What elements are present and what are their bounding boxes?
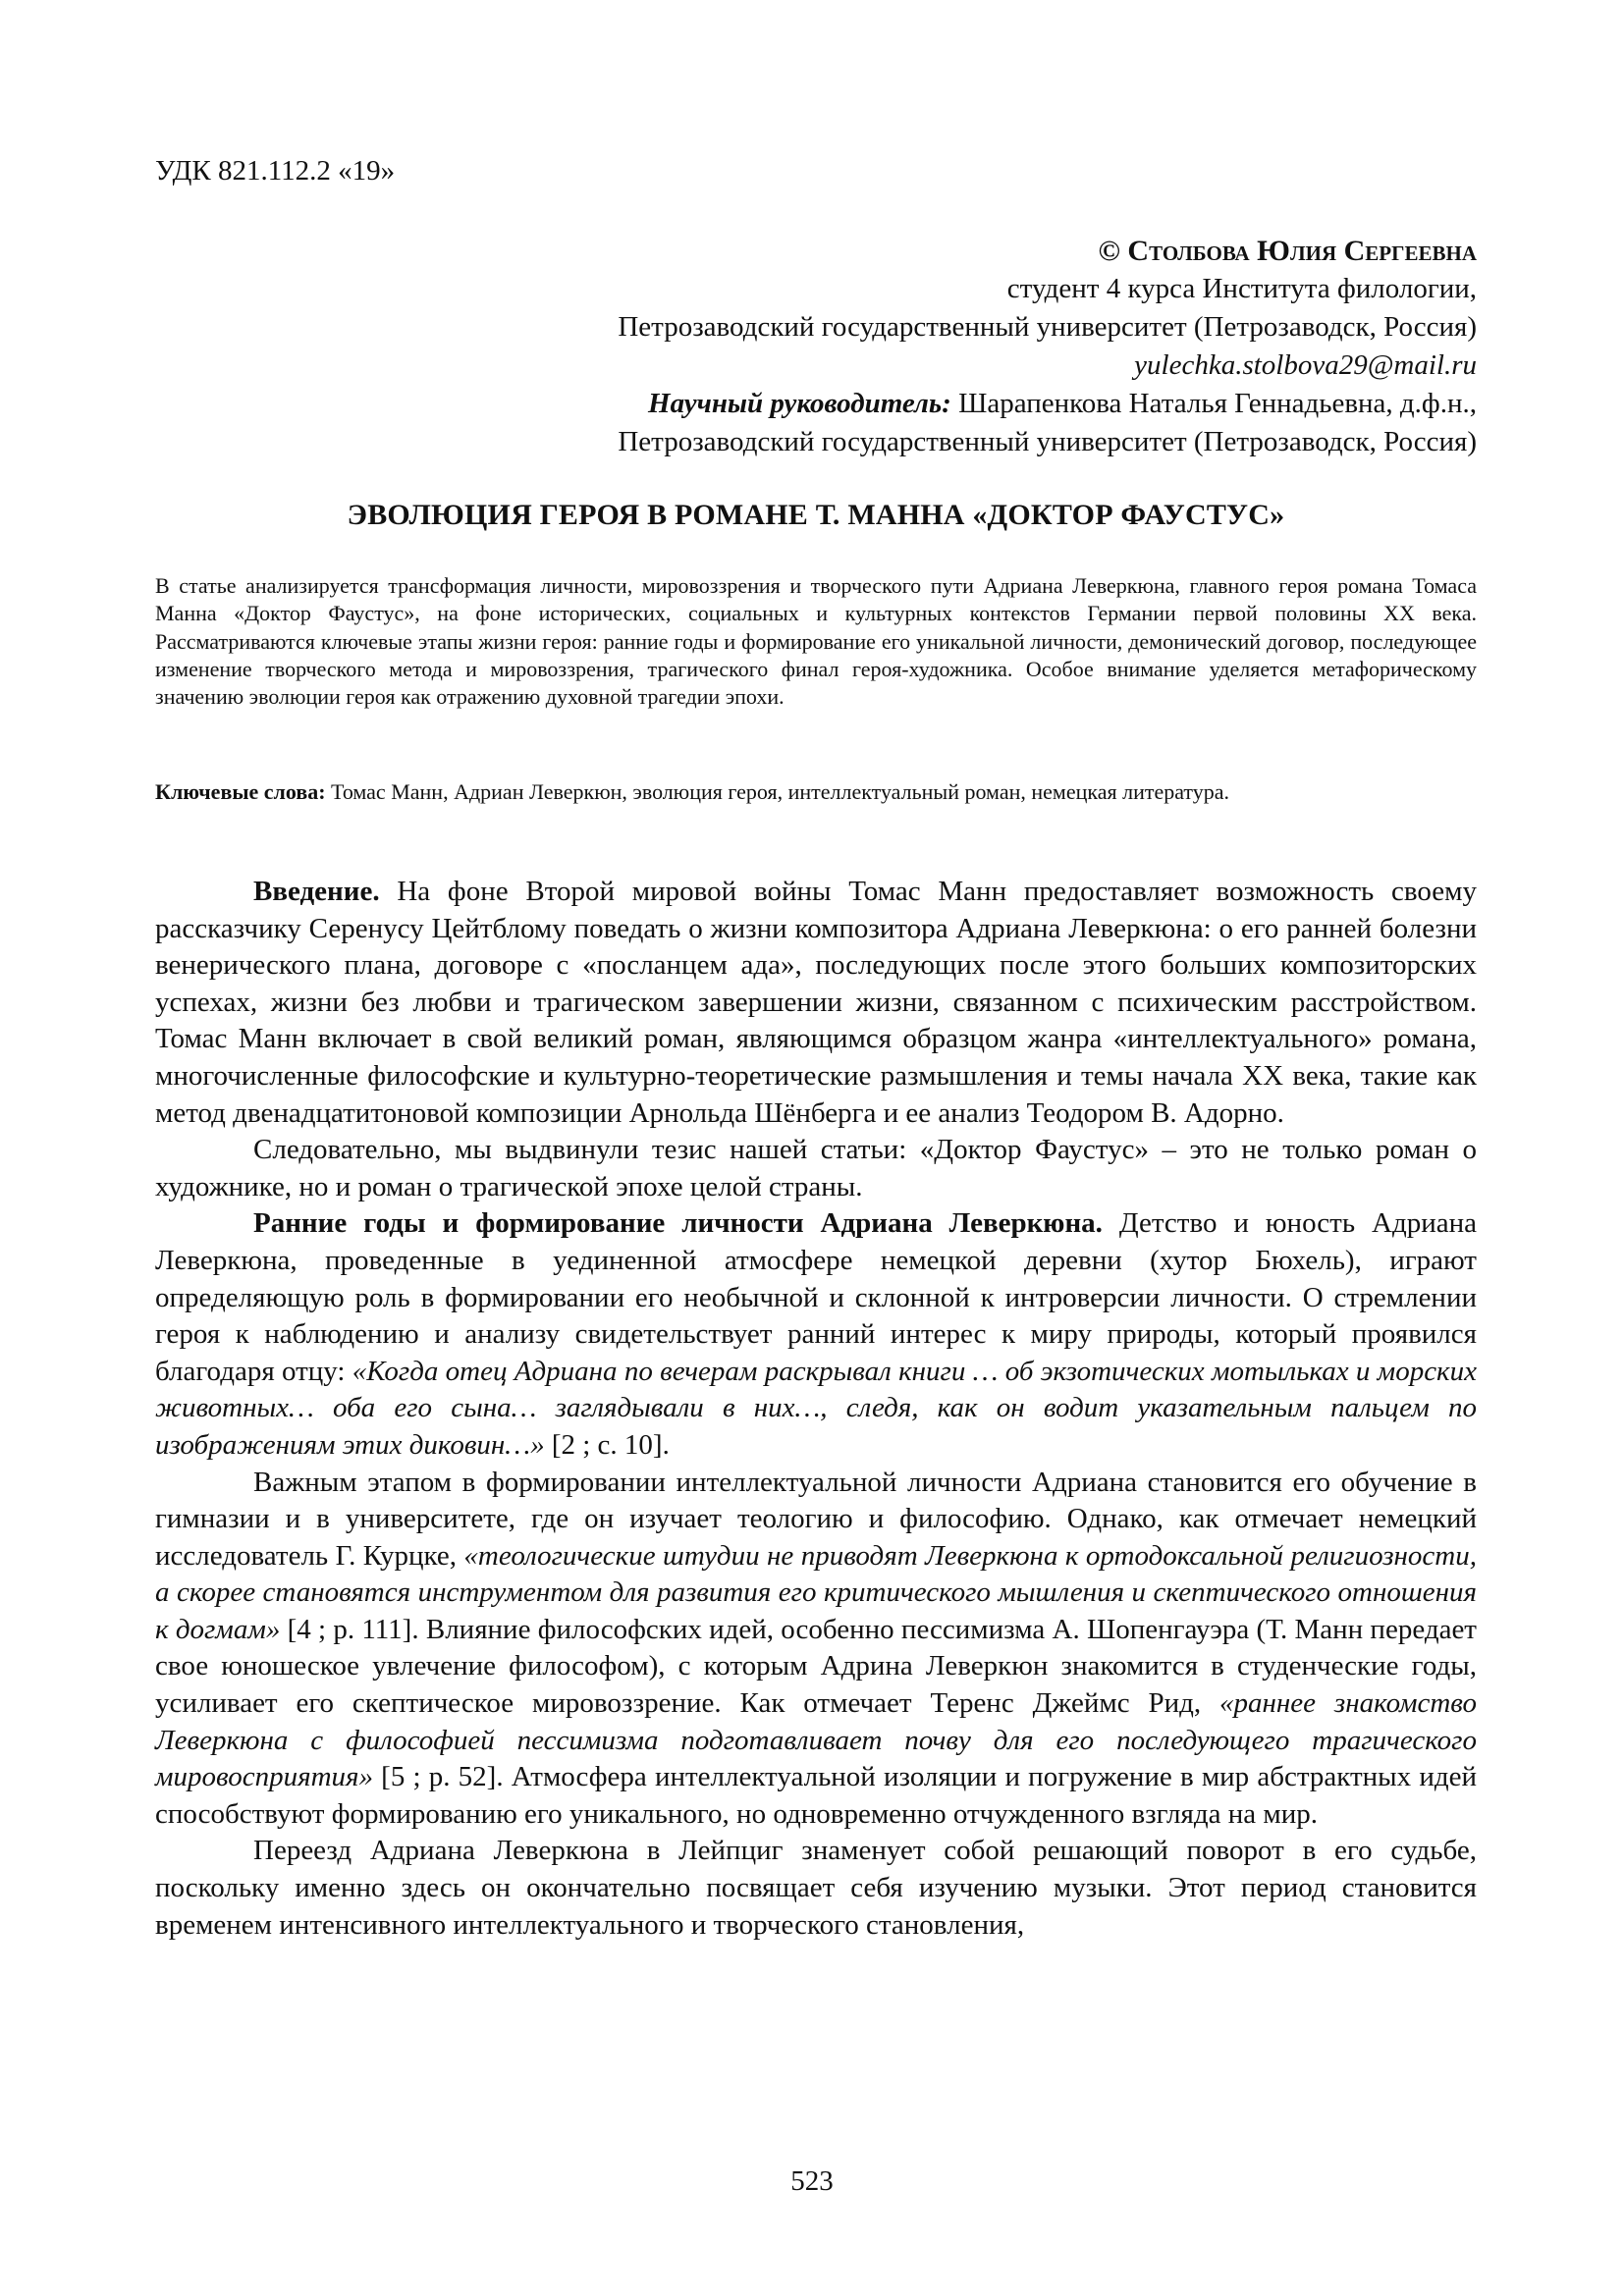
advisor-label: Научный руководитель:	[648, 388, 951, 419]
paragraph-introduction	[155, 874, 1477, 1132]
paragraph-text: Переезд Адриана Леверкюна в Лейпциг знаменует собой решающий поворот в его судьбе, поскольку именно здесь он окончательно посвящает себя изучению музыки. Этот период становится временем интенсивного интеллектуального и творческого становления,	[155, 1835, 1477, 1941]
author-position: студент 4 курса Института филологии,	[1006, 273, 1477, 304]
paragraph-text: Важным этапом в формировании интеллектуальной личности Адриана становится его обучение в гимназии и в университете, где он изучает теологию и философию. Однако, как отмечает немецкий исследователь Г. Курцке,	[155, 1466, 1477, 1572]
quotation: «раннее знакомство Леверкюна с философией пессимизма подготавливает почву для его последующего трагического мировосприятия»	[155, 1687, 1477, 1793]
quotation: «теологические штудии не приводят Леверкюна к ортодоксальной религиозности, а скорее становятся инструментом для развития его критического мышления и скептического отношения к догмам»	[155, 1539, 1477, 1645]
author-email: yulechka.stolbova29@mail.ru	[1134, 349, 1477, 381]
article-title: ЭВОЛЮЦИЯ ГЕРОЯ В РОМАНЕ Т. МАННА «ДОКТОР ФАУСТУС»	[347, 499, 1285, 531]
paragraph-text: [5 ; р. 52]. Атмосфера интеллектуальной изоляции и погружение в мир абстрактных идей способствуют формированию его уникального, но одновременно отчужденного взгляда на мир.	[155, 1761, 1477, 1830]
quotation: «Когда отец Адриана по вечерам раскрывал книги … об экзотических мотыльках и морских животных… оба его сына… заглядывали в них…, следя, как он водит указательным пальцем по изображениям этих диковин…»	[155, 1355, 1477, 1461]
advisor-line	[618, 385, 1477, 423]
keywords-label: Ключевые слова:	[155, 779, 326, 804]
author-name: © Столбова Юлия Сергеевна	[1098, 235, 1477, 267]
udk-code: УДК 821.112.2 «19»	[155, 155, 396, 187]
article-body	[155, 874, 1477, 1944]
advisor-affiliation: Петрозаводский государственный университет (Петрозаводск, Россия)	[618, 426, 1477, 457]
keywords-text: Томас Манн, Адриан Леверкюн, эволюция героя, интеллектуальный роман, немецкая литература.	[325, 779, 1230, 804]
citation: [2 ; с. 10].	[544, 1428, 670, 1461]
paragraph-text: Детство и юность Адриана Леверкюна, проведенные в уединенной атмосфере немецкой деревни (хутор Бюхель), играют определяющую роль в формировании его необычной и склонной к интроверсии личности. О стремлении героя к наблюдению и анализу свидетельствует ранний интерес к миру природы, который проявился благодаря отцу:	[155, 1207, 1477, 1387]
section-heading-early-years: Ранние годы и формирование личности Адриана Леверкюна.	[253, 1207, 1103, 1240]
keywords	[155, 778, 1477, 806]
paragraph-text: [4 ; р. 111]. Влияние философских идей, особенно пессимизма А. Шопенгауэра (Т. Манн передает свое юношеское увлечение философом), с которым Адрина Леверкюн знакомится в студенческие годы, усиливает его скептическое мировоззрение. Как отмечает Теренс Джеймс Рид,	[155, 1613, 1477, 1720]
paragraph-early-years	[155, 1205, 1477, 1464]
paragraph-leipzig	[155, 1833, 1477, 1944]
paragraph-text: На фоне Второй мировой войны Томас Манн предоставляет возможность своему рассказчику Серенусу Цейтблому поведать о жизни композитора Адриана Леверкюна: о его ранней болезни венерического плана, договоре с «посланцем ада», последующих после этого больших композиторских успехах, жизни без любви и трагическом завершении жизни, связанном с психическим расстройством. Томас Манн включает в свой великий роман, являющимся образцом жанра «интеллектуального» романа, многочисленные философские и культурно-теоретические размышления и темы начала XX века, такие как метод двенадцатитоновой композиции Арнольда Шёнберга и ее анализ Теодором В. Адорно.	[155, 876, 1477, 1129]
author-affiliation: Петрозаводский государственный университет (Петрозаводск, Россия)	[618, 311, 1477, 343]
paragraph-text: Следовательно, мы выдвинули тезис нашей статьи: «Доктор Фаустус» – это не только роман о художнике, но и роман о трагической эпохе целой страны.	[155, 1134, 1477, 1202]
paragraph-education	[155, 1465, 1477, 1834]
paragraph-thesis	[155, 1132, 1477, 1205]
advisor-name: Шарапенкова Наталья Геннадьевна, д.ф.н.,	[950, 388, 1477, 419]
page-number: 523	[790, 2165, 834, 2197]
author-block	[618, 232, 1477, 461]
section-heading-introduction: Введение.	[253, 876, 380, 907]
abstract: В статье анализируется трансформация личности, мировоззрения и творческого пути Адриана Леверкюна, главного героя романа Томаса Манна «Доктор Фаустус», на фоне исторических, социальных и культурных контекстов Германии первой половины XX века. Рассматриваются ключевые этапы жизни героя: ранние годы и формирование его уникальной личности, демонический договор, последующее изменение творческого метода и мировоззрения, трагического финал героя-художника. Особое внимание уделяется метафорическому значению эволюции героя как отражению духовной трагедии эпохи.	[155, 573, 1477, 710]
